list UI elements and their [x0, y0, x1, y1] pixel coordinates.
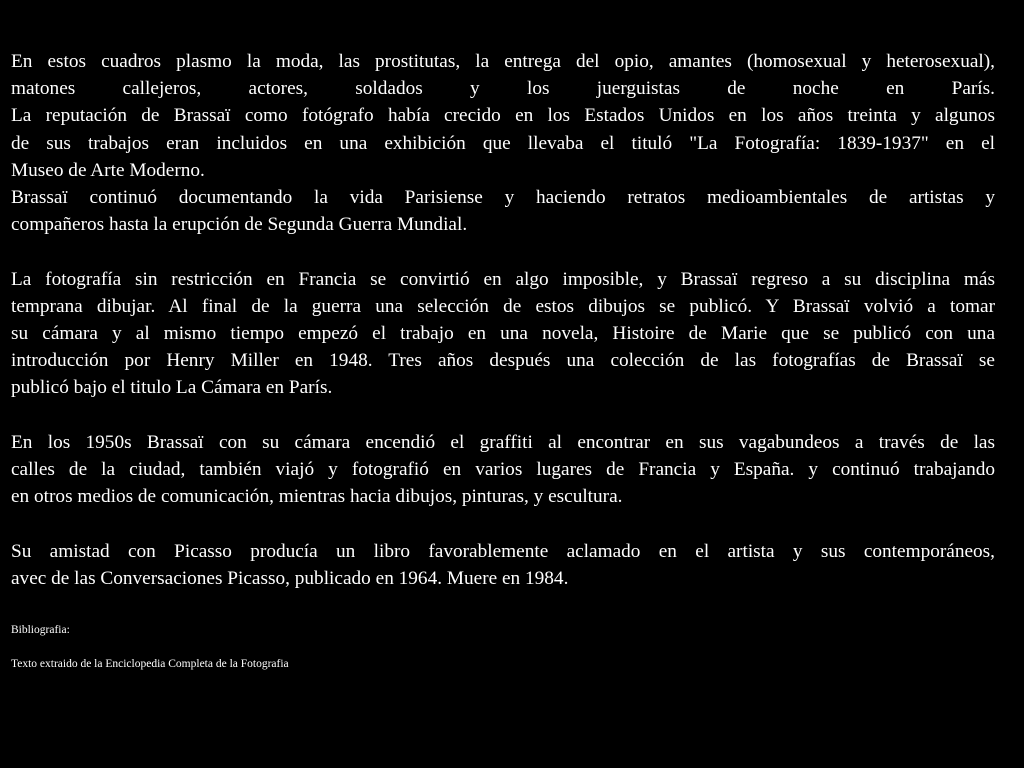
text-line: En los 1950s Brassaï con su cámara encendió el graffiti al encontrar en sus vagabundeos a través de las	[11, 431, 995, 453]
text-line: Brassaï continuó documentando la vida Parisiense y haciendo retratos medioambientales de artistas y	[11, 187, 995, 209]
text-line: publicó bajo el titulo La Cámara en París.	[11, 377, 333, 399]
paragraph-4	[11, 538, 995, 592]
bibliography-source: Texto extraido de la Enciclopedia Completa de la Fotografia	[11, 658, 289, 670]
text-line: calles de la ciudad, también viajó y fotografió en varios lugares de Francia y España. y continuó trabajando	[11, 459, 995, 481]
text-line: en otros medios de comunicación, mientras hacia dibujos, pinturas, y escultura.	[11, 486, 623, 508]
text-line: La fotografía sin restricción en Francia se convirtió en algo imposible, y Brassaï regreso a su disciplina más	[11, 268, 995, 290]
text-line: La reputación de Brassaï como fotógrafo había crecido en los Estados Unidos en los años treinta y algunos	[11, 105, 995, 127]
paragraph-1	[11, 48, 995, 238]
paragraph-gap	[11, 238, 995, 265]
text-line: temprana dibujar. Al final de la guerra una selección de estos dibujos se publicó. Y Brassaï volvió a tomar	[11, 295, 995, 317]
text-line: su cámara y al mismo tiempo empezó el trabajo en una novela, Histoire de Marie que se publicó con una	[11, 323, 995, 345]
text-line: Museo de Arte Moderno.	[11, 159, 205, 181]
paragraph-gap	[11, 510, 995, 537]
text-line: de sus trabajos eran incluidos en una exhibición que llevaba el tituló "La Fotografía: 1839-1937" en el	[11, 132, 995, 154]
text-line: compañeros hasta la erupción de Segunda Guerra Mundial.	[11, 214, 468, 236]
text-line: matones callejeros, actores, soldados y los juerguistas de noche en París.	[11, 78, 995, 100]
paragraph-2	[11, 266, 995, 402]
paragraph-3	[11, 429, 995, 511]
slide-body	[11, 48, 995, 592]
text-line: introducción por Henry Miller en 1948. Tres años después una colección de las fotografías de Brassaï se	[11, 350, 995, 372]
paragraph-gap	[11, 402, 995, 429]
text-line: Su amistad con Picasso producía un libro favorablemente aclamado en el artista y sus contemporáneos,	[11, 540, 995, 562]
text-line: En estos cuadros plasmo la moda, las prostitutas, la entrega del opio, amantes (homosexual y heterosexual),	[11, 51, 995, 72]
bibliography-heading: Bibliografia:	[11, 624, 70, 636]
text-line: avec de las Conversaciones Picasso, publicado en 1964. Muere en 1984.	[11, 567, 569, 589]
